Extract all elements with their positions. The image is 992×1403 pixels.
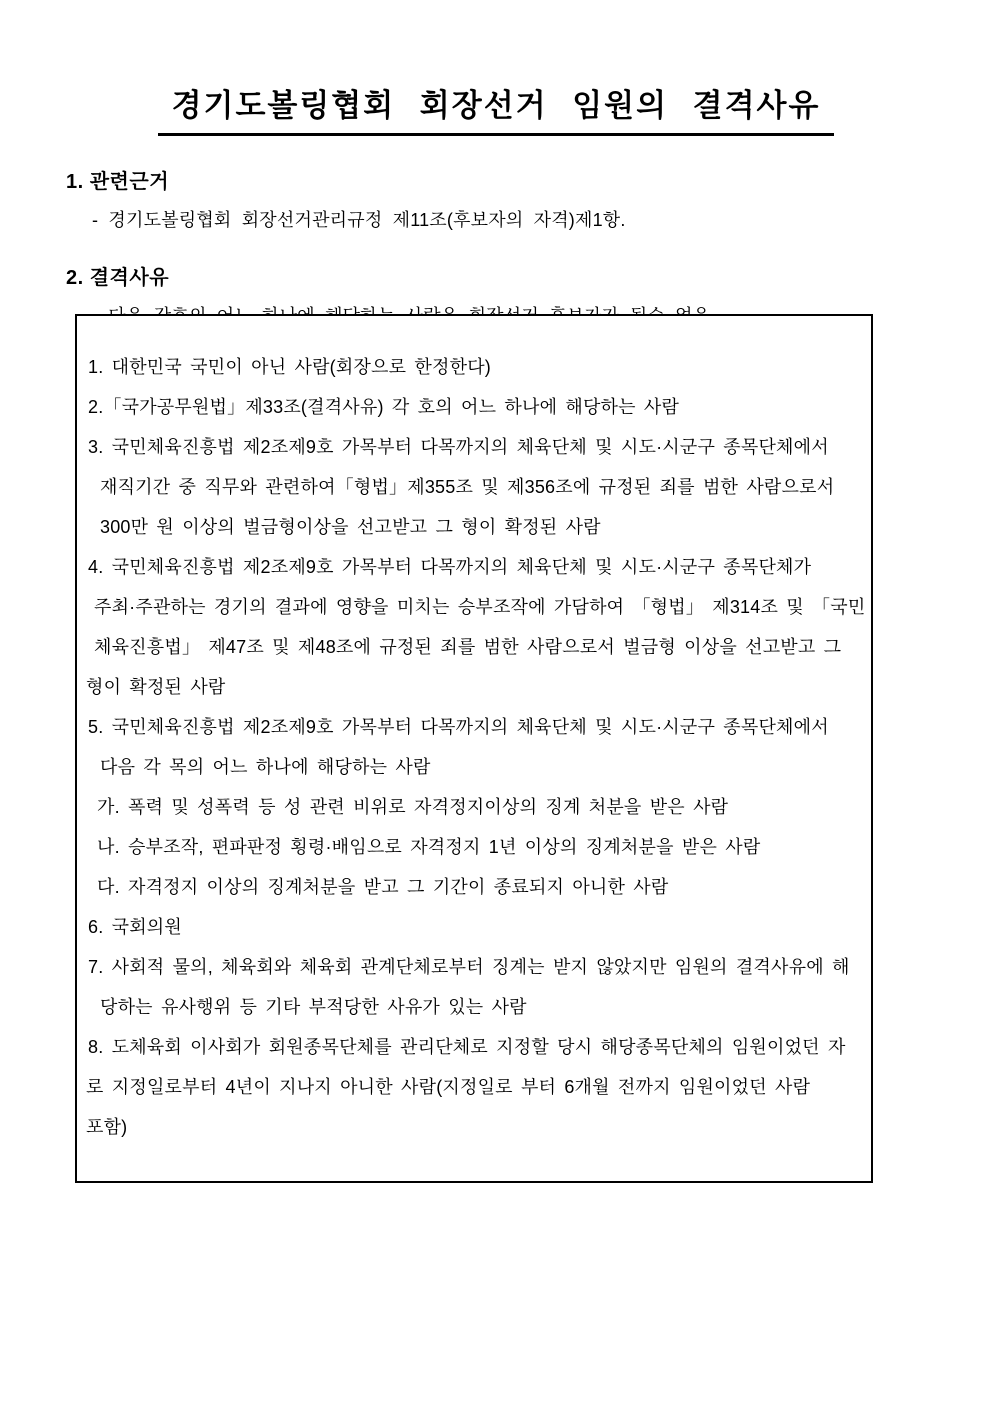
clause-subitem-line: 가. 폭력 및 성폭력 등 성 관련 비위로 자격정지이상의 징계 처분을 받은 사람 — [97, 797, 729, 817]
section-line-related-basis: - 경기도볼링협회 회장선거관리규정 제11조(후보자의 자격)제1항. — [92, 210, 626, 231]
clause-line: 2.「국가공무원법」제33조(결격사유) 각 호의 어느 하나에 해당하는 사람 — [88, 397, 680, 417]
clause-line: 형이 확정된 사람 — [86, 677, 226, 697]
clause-subitem-line: 나. 승부조작, 편파판정 횡령·배임으로 자격정지 1년 이상의 징계처분을 받은 사람 — [97, 837, 761, 857]
clause-line: 6. 국회의원 — [88, 917, 182, 937]
title-row — [0, 86, 992, 136]
clause-subitem-line: 다. 자격정지 이상의 징계처분을 받고 그 기간이 종료되지 아니한 사람 — [97, 877, 669, 897]
clause-line: 7. 사회적 물의, 체육회와 체육회 관계단체로부터 징계는 받지 않았지만 임원의 결격사유에 해 — [88, 957, 850, 977]
clause-line: 8. 도체육회 이사회가 회원종목단체를 관리단체로 지정할 당시 해당종목단체의 임원이었던 자 — [88, 1037, 846, 1057]
clause-line: 3. 국민체육진흥법 제2조제9호 가목부터 다목까지의 체육단체 및 시도·시군구 종목단체에서 — [88, 437, 829, 457]
clause-line: 300만 원 이상의 벌금형이상을 선고받고 그 형이 확정된 사람 — [100, 517, 601, 537]
disqualification-clause-box — [75, 314, 873, 1183]
clause-line: 주최·주관하는 경기의 결과에 영향을 미치는 승부조작에 가담하여 「형법」 제314조 및 「국민 — [94, 597, 866, 617]
clause-line: 체육진흥법」 제47조 및 제48조에 규정된 죄를 범한 사람으로서 벌금형 이상을 선고받고 그 — [94, 637, 842, 657]
clause-line: 재직기간 중 직무와 관련하여「형법」제355조 및 제356조에 규정된 죄를 범한 사람으로서 — [100, 477, 835, 497]
clause-line: 5. 국민체육진흥법 제2조제9호 가목부터 다목까지의 체육단체 및 시도·시군구 종목단체에서 — [88, 717, 829, 737]
document-title: 경기도볼링협회 회장선거 임원의 결격사유 — [158, 86, 835, 136]
clause-line: 포함) — [86, 1117, 128, 1137]
clause-line: 로 지정일로부터 4년이 지나지 아니한 사람(지정일로 부터 6개월 전까지 임원이었던 사람 — [86, 1077, 811, 1097]
clause-line: 4. 국민체육진흥법 제2조제9호 가목부터 다목까지의 체육단체 및 시도·시군구 종목단체가 — [88, 557, 812, 577]
clause-line: 당하는 유사행위 등 기타 부적당한 사유가 있는 사람 — [100, 997, 527, 1017]
clause-line: 다음 각 목의 어느 하나에 해당하는 사람 — [100, 757, 431, 777]
section-heading-disqualification: 2. 결격사유 — [66, 267, 170, 290]
clause-line: 1. 대한민국 국민이 아닌 사람(회장으로 한정한다) — [88, 357, 491, 377]
section-heading-related-basis: 1. 관련근거 — [66, 171, 170, 194]
